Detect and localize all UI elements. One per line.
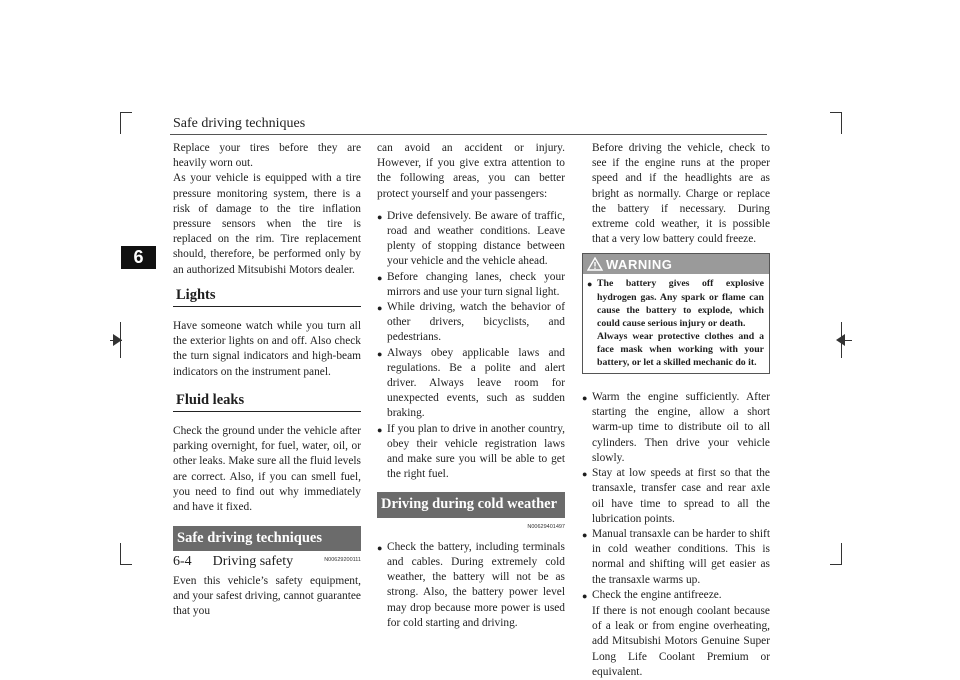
bullet-icon: ● — [377, 348, 383, 359]
list-item — [377, 422, 565, 483]
paragraph: Before driving the vehicle, check to see if the engine runs at the proper speed and if the headlights are as bright as normally. Charge or replace the battery if necessary. During extreme cold weather, it is possible that a very low battery could freeze. — [592, 142, 770, 246]
paragraph: can avoid an accident or injury. However, if you give extra attention to the following areas, you can better protect yourself and your passengers: — [377, 142, 565, 200]
crop-mark — [841, 112, 842, 134]
list-item — [582, 390, 770, 466]
section-heading-fluid-leaks: Fluid leaks — [173, 390, 361, 412]
list-item-text: Always obey applicable laws and regulations. Be a polite and alert driver. Always leave room for unexpected events, such as sudden braking. — [387, 346, 565, 420]
bullet-icon: ● — [582, 529, 588, 540]
bullet-icon: ● — [582, 590, 588, 601]
warning-body — [583, 274, 769, 373]
bullet-icon: ● — [377, 424, 383, 435]
registration-target-icon — [113, 334, 122, 346]
paragraph: Even this vehicle’s safety equipment, and your safest driving, cannot guarantee that you — [173, 574, 361, 618]
list-item-text: If you plan to drive in another country, obey their vehicle registration laws and make sure you will be able to get the right fuel. — [387, 422, 565, 481]
warning-box — [582, 253, 770, 374]
bullet-icon: ● — [587, 279, 593, 290]
warning-text-line: The battery gives off explosive hydrogen gas. Any spark or flame can cause the battery to explode, which could cause serious injury or death. — [597, 278, 764, 329]
list-item — [587, 277, 764, 369]
warning-title: WARNING — [606, 256, 673, 272]
paragraph: Check the ground under the vehicle after parking overnight, for fuel, water, oil, or other leaks. Make sure all the fluid levels are correct. Also, if you can smell fuel, you need to find out why immediately and have it fixed. — [173, 425, 361, 514]
column-middle — [377, 141, 565, 631]
chapter-tab: 6 — [121, 246, 156, 269]
warning-header — [583, 254, 769, 274]
footer-section: Driving safety — [212, 554, 294, 569]
bullet-icon: ● — [377, 211, 383, 222]
crop-mark — [120, 112, 121, 134]
list-item-text: Stay at low speeds at first so that the transaxle, transfer case and rear axle oil have time to spread to all the lubrication points. — [592, 467, 770, 525]
section-code: N00629401497 — [527, 523, 565, 530]
list-item-text: While driving, watch the behavior of other drivers, bicyclists, and pedestrians. — [387, 301, 565, 344]
column-right — [582, 141, 770, 680]
list-item — [582, 466, 770, 527]
list-item-text: Before changing lanes, check your mirrors and use your turn signal light. — [387, 270, 565, 298]
list-item-text: Manual transaxle can be harder to shift in cold weather conditions. This is normal and shifting will get easier as the transaxle warms up. — [592, 527, 770, 586]
bullet-icon: ● — [377, 303, 383, 314]
crop-mark — [120, 112, 132, 113]
page-number: 6-4 — [173, 554, 192, 569]
warning-triangle-icon — [587, 257, 603, 271]
list-item — [377, 209, 565, 270]
registration-target-icon — [836, 334, 845, 346]
crop-mark — [120, 543, 121, 565]
list-item-text: Drive defensively. Be aware of traffic, road and weather conditions. Leave plenty of stopping distance between your vehicle and the vehicle ahead. — [387, 209, 565, 268]
paragraph: Have someone watch while you turn all the exterior lights on and off. Also check the turn signal indicators and high-beam indicators on the instrument panel. — [173, 320, 361, 378]
header-rule — [170, 134, 767, 135]
section-code: N00629200111 — [324, 557, 361, 564]
page-footer — [173, 554, 293, 570]
page-title: Safe driving techniques — [173, 116, 306, 131]
list-item — [377, 540, 565, 631]
list-item — [377, 300, 565, 346]
list-item — [582, 588, 770, 604]
section-heading-lights: Lights — [173, 285, 361, 307]
paragraph: If there is not enough coolant because of a leak or from engine overheating, add Mitsubishi Motors Genuine Super Long Life Coolant Premium or equivalent. — [592, 604, 770, 678]
column-left — [173, 141, 361, 619]
paragraph: Replace your tires before they are heavily worn out. — [173, 142, 361, 170]
paragraph: As your vehicle is equipped with a tire pressure monitoring system, there is a risk of damage to the tire inflation pressure sensors when the tire is replaced on the rim. Tire replacement should, therefore, be performed only by an authorized Mitsubishi Motors dealer. — [173, 172, 361, 276]
crop-mark — [120, 564, 132, 565]
section-heading-cold-weather: Driving during cold weather — [377, 492, 565, 517]
bullet-icon: ● — [582, 393, 588, 404]
list-item — [582, 527, 770, 588]
list-item — [377, 346, 565, 422]
list-item-text: Check the battery, including terminals and cables. During extremely cold weather, the battery will not be as strong. Also, the battery power level may drop because more power is used for cold starting and driving. — [387, 540, 565, 629]
list-item-text: Warm the engine sufficiently. After starting the engine, allow a short warm-up time to distribute oil to all cylinders. Then drive your vehicle slowly. — [592, 391, 770, 464]
crop-mark — [830, 564, 842, 565]
warning-text — [597, 277, 764, 369]
warning-text-line: Always wear protective clothes and a face mask when working with your battery, or let a skilled mechanic do it. — [597, 330, 764, 368]
crop-mark — [841, 543, 842, 565]
crop-mark — [830, 112, 842, 113]
list-item-text: Check the engine antifreeze. — [592, 588, 722, 601]
bullet-icon: ● — [377, 542, 383, 553]
bullet-icon: ● — [377, 272, 383, 283]
bullet-icon: ● — [582, 469, 588, 480]
list-item — [377, 270, 565, 300]
section-heading-safe-driving: Safe driving techniques — [173, 526, 361, 551]
